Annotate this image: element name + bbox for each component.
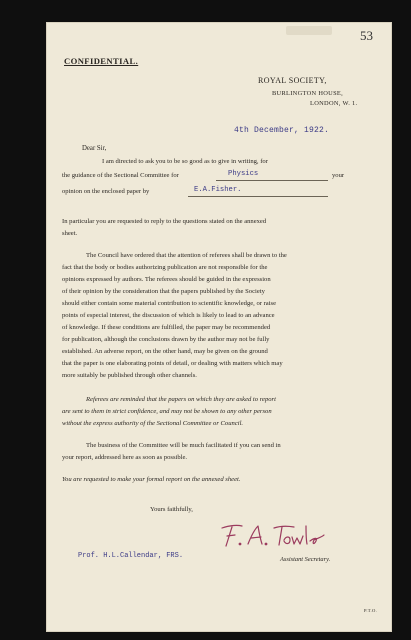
committee-name: Physics: [228, 170, 259, 178]
intro-line-1: I am directed to ask you to be so good as to give in writing, for: [102, 158, 268, 165]
council-line-4: of their opinion by the consideration that the papers published by the Society: [62, 288, 265, 295]
author-fill-line: [188, 196, 328, 197]
letter-date: 4th December, 1922.: [234, 126, 330, 135]
signature-image: [218, 520, 328, 550]
address-line-1: ROYAL SOCIETY,: [258, 76, 327, 85]
referees-line-1: Referees are reminded that the papers on which they are asked to report: [86, 396, 276, 403]
council-line-3: opinions expressed by authors. The referees should be guided in the expression: [62, 276, 271, 283]
council-line-7: of knowledge. If these conditions are fulfilled, the paper may be recommended: [62, 324, 271, 331]
formal-report-line: You are requested to make your formal report on the annexed sheet.: [62, 476, 241, 483]
committee-fill-line: [216, 180, 328, 181]
intro-line-2-suffix: your: [332, 172, 345, 179]
council-line-1: The Council have ordered that the attention of referees shall be drawn to the: [86, 252, 287, 259]
page-number: 53: [360, 28, 373, 43]
recipient-name: Prof. H.L.Callendar, FRS.: [78, 552, 184, 560]
letter-page: [46, 22, 392, 632]
intro-line-3-prefix: opinion on the enclosed paper by: [62, 188, 150, 195]
signatory-title: Assistant Secretary.: [280, 556, 331, 563]
paper-author: E.A.Fisher.: [194, 186, 242, 194]
annexed-line-2: sheet.: [62, 230, 78, 237]
paper-stain: [286, 26, 332, 35]
council-line-11: more suitably be published through other channels.: [62, 372, 197, 379]
council-line-9: established. An adverse report, on the other hand, may be given on the ground: [62, 348, 268, 355]
council-line-2: fact that the body or bodies authorizing publication are not responsible for the: [62, 264, 268, 271]
closing: Yours faithfully,: [150, 506, 193, 513]
council-line-10: that the paper is one elaborating points of detail, or dealing with matters which may: [62, 360, 283, 367]
business-line-1: The business of the Committee will be much facilitated if you can send in: [86, 442, 281, 449]
referees-line-2: are sent to them in strict confidence, and may not be shown to any other person: [62, 408, 272, 415]
annexed-line-1: In particular you are requested to reply to the questions stated on the annexed: [62, 218, 267, 225]
confidential-heading: CONFIDENTIAL.: [64, 56, 139, 66]
business-line-2: your report, addressed here as soon as possible.: [62, 454, 188, 461]
council-line-8: for publication, although the conclusions drawn by the author may not be fully: [62, 336, 270, 343]
address-line-2: BURLINGTON HOUSE,: [272, 90, 344, 97]
address-line-3: LONDON, W. 1.: [310, 100, 358, 107]
salutation: Dear Sir,: [82, 145, 107, 152]
council-line-5: should either contain some material contribution to scientific knowledge, or raise: [62, 300, 277, 307]
intro-line-2-prefix: the guidance of the Sectional Committee for: [62, 172, 179, 179]
referees-line-3: without the express authority of the Sectional Committee or Council.: [62, 420, 244, 427]
handwritten-signature: [218, 520, 328, 555]
council-line-6: points of especial interest, the discussion of which is likely to lead to an advance: [62, 312, 275, 319]
please-turn-over: P.T.O.: [364, 608, 378, 613]
